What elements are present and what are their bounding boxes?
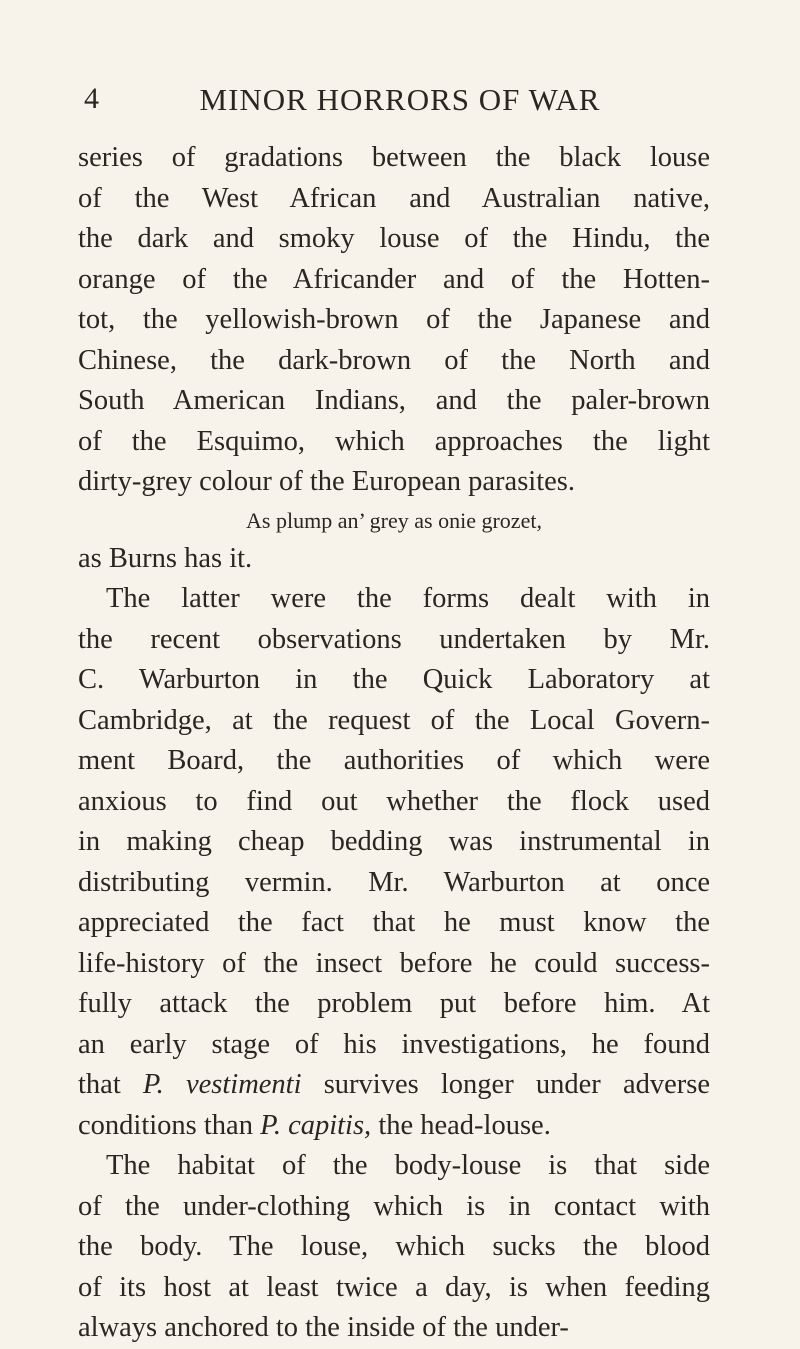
text-line: the recent observations undertaken by Mr. [78, 623, 710, 655]
species-name: P. capitis, [260, 1109, 372, 1141]
text-line: The habitat of the body-louse is that side [106, 1150, 710, 1181]
text-line: series of gradations between the black louse [78, 142, 710, 173]
body-text [78, 138, 710, 1349]
running-title: MINOR HORRORS OF WAR [199, 82, 601, 117]
text-line: appreciated the fact that he must know the [78, 907, 710, 938]
text-line: as Burns has it. [78, 542, 253, 574]
text-line: Cambridge, at the request of the Local Govern- [78, 704, 710, 736]
text-line: of the Esquimo, which approaches the light [78, 425, 710, 457]
text-line: the dark and smoky louse of the Hindu, the [78, 223, 710, 254]
text-line: that P. vestimenti survives longer under adverse [78, 1069, 710, 1100]
verse-quote: As plump an’ grey as onie grozet, [246, 507, 542, 533]
page-number: 4 [84, 82, 99, 115]
text-line: anxious to find out whether the flock used [78, 785, 710, 817]
page-header [84, 82, 716, 122]
text-line: of the under-clothing which is in contact with [78, 1190, 710, 1222]
text-line: life-history of the insect before he could success- [78, 947, 710, 979]
text-line: dirty-grey colour of the European parasites. [78, 466, 575, 497]
text-line: conditions than P. capitis, the head-louse. [78, 1109, 551, 1141]
species-name: P. vestimenti [142, 1069, 302, 1100]
text-line: of its host at least twice a day, is when feeding [78, 1271, 710, 1303]
text-line: fully attack the problem put before him. At [78, 988, 710, 1019]
text-line: an early stage of his investigations, he found [78, 1028, 710, 1060]
text-line: The latter were the forms dealt with in [106, 583, 710, 614]
text-line: in making cheap bedding was instrumental in [78, 826, 710, 857]
text-line: South American Indians, and the paler-brown [78, 385, 710, 416]
text-line: distributing vermin. Mr. Warburton at once [78, 866, 710, 898]
text-line: C. Warburton in the Quick Laboratory at [78, 664, 710, 695]
text-line: always anchored to the inside of the under- [78, 1312, 569, 1343]
text-line: tot, the yellowish-brown of the Japanese and [78, 304, 710, 335]
text-line: the body. The louse, which sucks the blood [78, 1231, 710, 1262]
text-line: of the West African and Australian native, [78, 182, 710, 214]
text-line: Chinese, the dark-brown of the North and [78, 344, 710, 376]
text-line: ment Board, the authorities of which were [78, 745, 710, 776]
text-line: orange of the Africander and of the Hotten- [78, 263, 710, 295]
